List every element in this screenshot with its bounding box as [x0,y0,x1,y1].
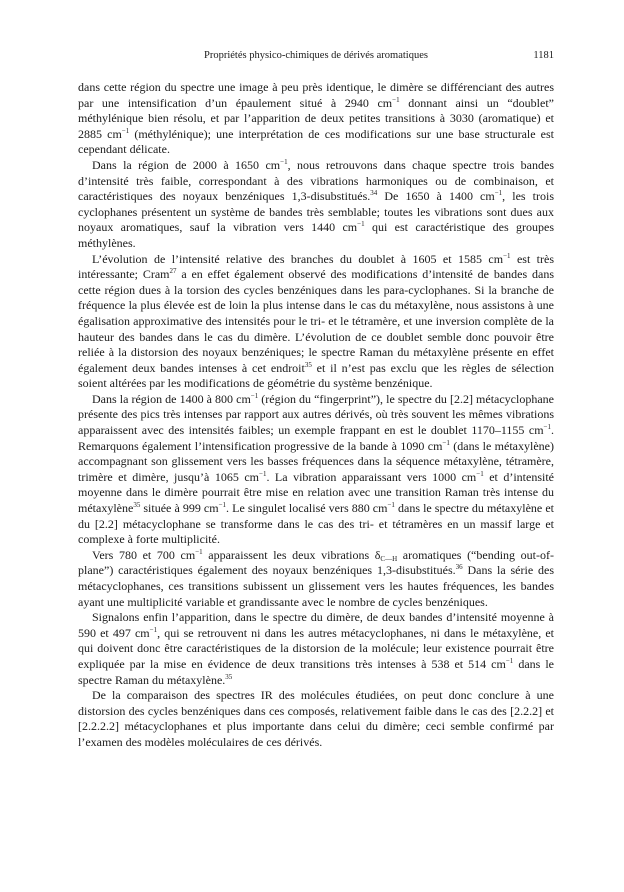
text-run: (méthylénique); une interprétation de ces modifications sur une base structurale est cependant délicate. [78,126,554,157]
text-run: . Le singulet localisé vers 880 cm [226,501,388,516]
text-run: et il n’est pas exclu que les règles de sélection soient altérées par les modifications de géométrie du système benzénique. [78,360,555,391]
paragraph [78,392,554,548]
paragraph [78,688,554,750]
text-run: L’évolution de l’intensité relative des branches du doublet à 1605 et 1585 cm [92,251,504,266]
text-run: aromatiques (“bending out-of-plane”) caractéristiques également des noyaux benzéniques 1,3-disubstitués. [78,547,555,578]
text-run: Dans la série des métacyclophanes, ces transitions subissent un glissement vers les hautes fréquences, les bandes ayant une multiplicité variable et grandissante avec le nombre de cycles benzéniques. [78,563,554,609]
text-run: Dans la région de 1400 à 800 cm [92,391,251,406]
superscript: 36 [455,563,463,572]
text-run: donnant ainsi un “doublet” méthylénique bien résolu, et par l’apparition de deux petites transitions à 3030 (aromatique) et 2885 cm [78,95,554,141]
superscript: −1 [476,469,484,478]
paragraph [78,252,554,392]
text-run: Vers 780 et 700 cm [92,547,196,562]
text-run: De la comparaison des spectres IR des molécules étudiées, on peut donc conclure à une distorsion des cycles benzéniques dans ces composés, relativement faible dans le cas des [2.2.2] et [2.2.2.2] métacyclophanes et plus importante dans celui du dimère; ceci semble confirmé par l’examen des modèles moléculaires de ces dérivés. [78,688,554,749]
text-run: , les trois cyclophanes présentent un système de bandes très semblable; toutes les vibrations sont dues aux noyaux aromatiques, sauf la vibration vers 1440 cm [78,189,554,235]
superscript: −1 [218,501,227,510]
paragraph [78,548,554,610]
text-run: , qui se retrouvent ni dans les autres métacyclophanes, ni dans le métaxylène, et qui doivent donc être caractéristiques de la distorsion de la molécule; leur existence pourrait être expliquée par la mise en évidence de deux transitions très intenses à 538 et 514 cm [78,625,554,671]
text-run: (région du “fingerprint”), le spectre du [2.2] métacyclophane présente des pics très intenses par rapport aux autres dérivés, où très souvent les mêmes vibrations apparaissent avec des intensités faibles; un exemple frappant en est le doublet 1170–1155 cm [78,391,554,438]
superscript: −1 [280,157,288,166]
superscript: −1 [121,126,130,135]
text-run: a en effet également observé des modifications d’intensité de bandes dans cette région dues à la torsion des cycles benzéniques dans les para-cyclophanes. Si la branche de fréquence la plus élevée est de loin la plus intense dans le cas du métaxylène, nous assistons à une égalisation approximative des intensités pour le tri- et le tétramère, et une inversion complète de la hauteur des bandes dans le cas du dimère. L’évolution de ce doublet semble donc pouvoir être reliée à la distorsion des noyaux benzéniques; le spectre Raman du métaxylène présente en effet également deux bandes intenses à cet endroit [78,267,555,375]
article-body [78,80,554,751]
superscript: −1 [494,189,503,198]
page-number: 1181 [533,50,554,61]
superscript: −1 [357,220,365,229]
text-run: . Remarquons également l’intensification progressive de la bande à 1090 cm [78,423,554,453]
subscript: C—H [380,554,398,563]
superscript: −1 [195,547,203,556]
text-run: dans le spectre Raman du métaxylène. [78,656,555,687]
text-run: est très intéressante; Cram [78,251,555,282]
paragraph [78,158,554,252]
text-run: située à 999 cm [140,501,219,516]
text-run: et d’intensité moyenne dans le dimère pourrait être mise en relation avec une transition Raman très intense du métaxylène [78,469,554,516]
superscript: −1 [543,423,551,432]
text-run: , nous retrouvons dans chaque spectre trois bandes d’intensité très faible, correspondant à des vibrations harmoniques ou de combinaison, et caractéristiques des noyaux benzéniques 1,3-disubstitués. [78,157,555,204]
text-run: (dans le métaxylène) accompagnant son glissement vers les basses fréquences dans la séquence métaxylène, tétramère, trimère et dimère, jusqu’à 1065 cm [78,438,554,484]
text-run: dans cette région du spectre une image à peu près identique, le dimère se différenciant des autres par une intensification d’un épaulement situé à 2940 cm [78,80,554,110]
superscript: 35 [304,360,312,369]
superscript: −1 [442,438,450,447]
page-header [78,50,554,66]
superscript: −1 [505,656,514,665]
superscript: 35 [133,501,141,510]
running-title: Propriétés physico-chimiques de dérivés aromatiques [204,50,428,61]
text-run: De 1650 à 1400 cm [377,189,495,204]
superscript: −1 [392,95,400,104]
superscript: −1 [250,391,259,400]
superscript: −1 [149,625,158,634]
text-run: . La vibration apparaissant vers 1000 cm [266,469,477,484]
superscript: 27 [169,267,177,276]
text-run: dans le spectre du métaxylène et du [2.2] métacyclophane se transforme dans le cas des tri- et tétramères en un massif large et complexe à forte multiplicité. [78,501,554,547]
superscript: 35 [225,672,233,681]
superscript: −1 [503,251,511,260]
paragraph [78,610,554,688]
paragraph [78,80,554,158]
superscript: −1 [259,469,267,478]
text-run: qui est caractéristique des groupes méthylènes. [78,220,555,250]
superscript: −1 [387,501,395,510]
text-run: Dans la région de 2000 à 1650 cm [92,157,281,172]
text-run: Signalons enfin l’apparition, dans le spectre du dimère, de deux bandes d’intensité moyenne à 590 et 497 cm [78,610,554,640]
superscript: 34 [370,189,378,198]
text-run: apparaissent les deux vibrations δ [202,547,381,562]
